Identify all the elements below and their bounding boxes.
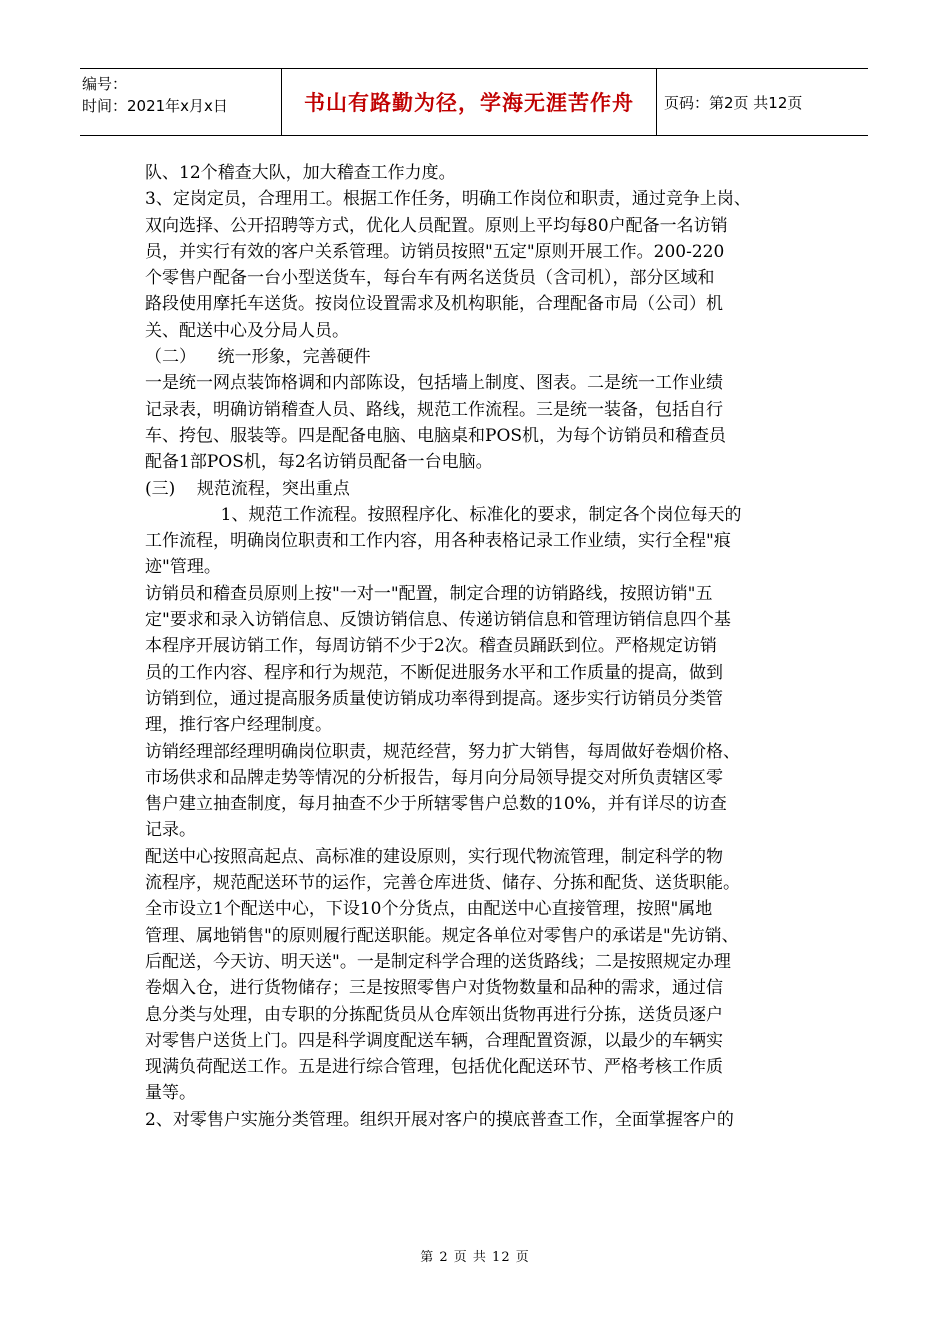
body-text-line: 记录表，明确访销稽查人员、路线，规范工作流程。三是统一装备，包括自行 xyxy=(145,399,723,420)
body-text-line: 记录。 xyxy=(145,820,196,841)
document-code-label: 编号： xyxy=(82,75,128,93)
body-text-line: (三) 规范流程，突出重点 xyxy=(145,478,350,499)
body-text-line: 迹"管理。 xyxy=(145,557,221,578)
body-text-line: 访销经理部经理明确岗位职责，规范经营，努力扩大销售，每周做好卷烟价格、 xyxy=(145,741,740,762)
body-text-line: 个零售户配备一台小型送货车，每台车有两名送货员（含司机），部分区域和 xyxy=(145,268,715,289)
body-text-line: 市场供求和品牌走势等情况的分析报告，每月向分局领导提交对所负责辖区零 xyxy=(145,767,723,788)
body-text-line: 管理、属地销售"的原则履行配送职能。规定各单位对零售户的承诺是"先访销、 xyxy=(145,925,739,946)
body-text-line: 配送中心按照高起点、高标准的建设原则，实行现代物流管理，制定科学的物 xyxy=(145,846,723,867)
header-motto-cell xyxy=(281,69,657,135)
body-text-line: 对零售户送货上门。四是科学调度配送车辆，合理配置资源，以最少的车辆实 xyxy=(145,1030,723,1051)
body-text-line: 访销到位，通过提高服务质量使访销成功率得到提高。逐步实行访销员分类管 xyxy=(145,688,723,709)
header-motto: 书山有路勤为径，学海无涯苦作舟 xyxy=(304,91,634,115)
body-text-line: 3、定岗定员，合理用工。根据工作任务，明确工作岗位和职责，通过竞争上岗、 xyxy=(145,189,751,210)
body-text-line: 理，推行客户经理制度。 xyxy=(145,715,332,736)
body-text-line: 访销员和稽查员原则上按"一对一"配置，制定合理的访销路线，按照访销"五 xyxy=(145,583,713,604)
body-text-line: 后配送，今天访、明天送"。一是制定科学合理的送货路线；二是按照规定办理 xyxy=(145,951,731,972)
body-text-line: 工作流程，明确岗位职责和工作内容，用各种表格记录工作业绩，实行全程"痕 xyxy=(145,531,731,552)
body-text-line: 本程序开展访销工作，每周访销不少于2次。稽查员踊跃到位。严格规定访销 xyxy=(145,636,717,657)
body-text-line: 1、规范工作流程。按照程序化、标准化的要求，制定各个岗位每天的 xyxy=(145,504,742,525)
body-text-line: 2、对零售户实施分类管理。组织开展对客户的摸底普查工作，全面掌握客户的 xyxy=(145,1109,734,1130)
header-meta xyxy=(82,73,274,131)
footer-page-number: 第 2 页 共 12 页 xyxy=(420,1250,530,1265)
body-text-line: 现满负荷配送工作。五是进行综合管理，包括优化配送环节、严格考核工作质 xyxy=(145,1057,723,1078)
body-text-line: 量等。 xyxy=(145,1083,196,1104)
body-text-line: 配备1部POS机，每2名访销员配备一台电脑。 xyxy=(145,452,493,473)
header-page-cell xyxy=(664,69,868,135)
body-text-line: 卷烟入仓，进行货物储存；三是按照零售户对货物数量和品种的需求，通过信 xyxy=(145,978,723,999)
body-text-line: 队、12个稽查大队，加大稽查工作力度。 xyxy=(145,163,456,183)
document-date-label: 时间：2021年x月x日 xyxy=(82,97,228,115)
body-text-line: 关、配送中心及分局人员。 xyxy=(145,320,349,341)
body-text-line: 路段使用摩托车送货。按岗位设置需求及机构职能，合理配备市局（公司）机 xyxy=(145,294,723,315)
body-text-line: （二） 统一形象，完善硬件 xyxy=(145,347,371,368)
body-text-line: 流程序，规范配送环节的运作，完善仓库进货、储存、分拣和配货、送货职能。 xyxy=(145,873,740,894)
body-text-line: 一是统一网点装饰格调和内部陈设，包括墙上制度、图表。二是统一工作业绩 xyxy=(145,373,723,394)
body-text-line: 售户建立抽查制度，每月抽查不少于所辖零售户总数的10%，并有详尽的访查 xyxy=(145,794,727,815)
header-page-number: 页码：第2页 共12页 xyxy=(664,93,803,112)
body-text-line: 员，并实行有效的客户关系管理。访销员按照"五定"原则开展工作。200-220 xyxy=(145,241,725,262)
body-text-line: 员的工作内容、程序和行为规范，不断促进服务水平和工作质量的提高，做到 xyxy=(145,662,723,683)
document-body xyxy=(145,160,808,1133)
body-text-line: 息分类与处理，由专职的分拣配货员从仓库领出货物再进行分拣，送货员逐户 xyxy=(145,1004,723,1025)
page-header xyxy=(80,68,868,136)
page-footer xyxy=(0,1246,950,1265)
body-text-line: 全市设立1个配送中心，下设10个分货点，由配送中心直接管理，按照"属地 xyxy=(145,899,713,920)
body-text-line: 定"要求和录入访销信息、反馈访销信息、传递访销信息和管理访销信息四个基 xyxy=(145,610,731,631)
body-text-line: 车、挎包、服装等。四是配备电脑、电脑桌和POS机，为每个访销员和稽查员 xyxy=(145,425,727,446)
body-text-line: 双向选择、公开招聘等方式，优化人员配置。原则上平均每80户配备一名访销 xyxy=(145,215,728,236)
